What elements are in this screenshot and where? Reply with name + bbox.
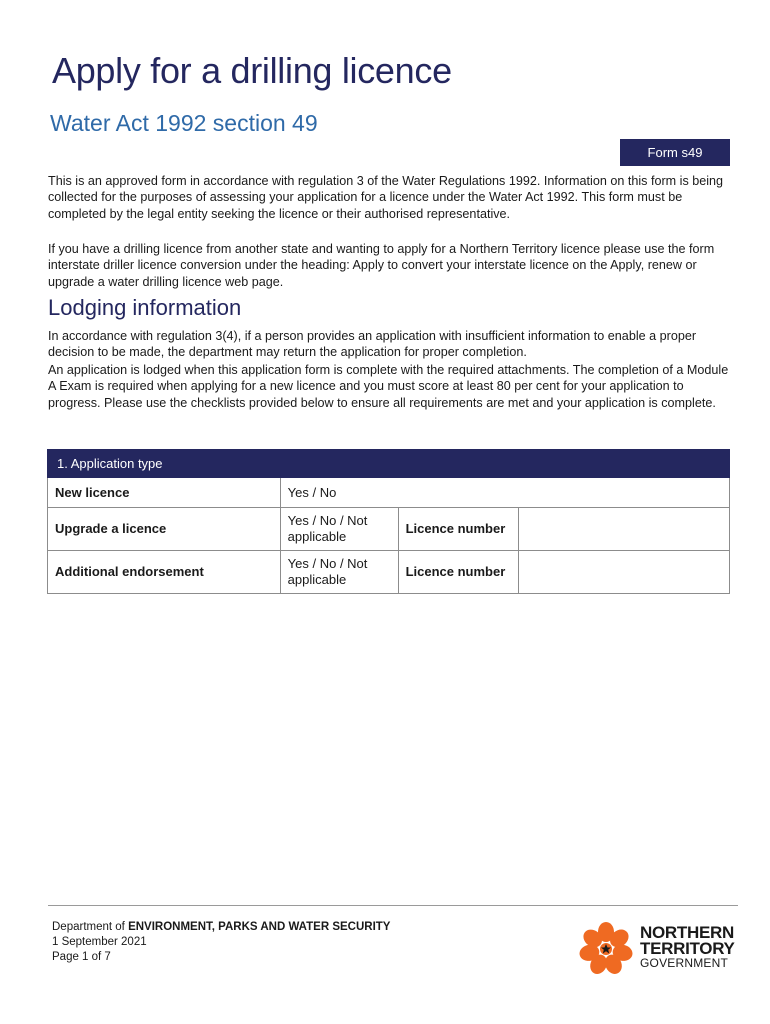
footer-department	[52, 920, 390, 935]
page-title: Apply for a drilling licence	[52, 50, 452, 91]
application-type-table	[47, 449, 730, 594]
table-heading: 1. Application type	[48, 450, 730, 478]
footer-dept-prefix: Department of	[52, 921, 125, 933]
logo-line-3: GOVERNMENT	[640, 956, 729, 970]
footer-date: 1 September 2021	[52, 936, 147, 948]
row-label-additional-endorsement: Additional endorsement	[48, 551, 281, 594]
form-number-badge: Form s49	[620, 139, 730, 166]
endorsement-licence-number-label: Licence number	[398, 551, 519, 594]
page-subtitle: Water Act 1992 section 49	[50, 110, 318, 136]
intro-paragraph-2: If you have a drilling licence from another state and wanting to apply for a Northern Territory licence please use the form interstate driller licence conversion under the heading: Apply to convert your interstate licence on the Apply, renew or upgrade a water drilling licence web page.	[48, 242, 715, 289]
footer-divider	[48, 905, 738, 906]
lodging-paragraph-1: In accordance with regulation 3(4), if a person provides an application with insufficient information to enable a proper decision to be made, the department may return the application for proper completion.	[48, 329, 697, 360]
footer	[52, 920, 390, 965]
new-licence-options[interactable]: Yes / No	[280, 478, 729, 508]
table-row	[48, 508, 730, 551]
upgrade-licence-number-label: Licence number	[398, 508, 519, 551]
footer-dept-name: ENVIRONMENT, PARKS AND WATER SECURITY	[128, 921, 391, 933]
additional-endorsement-options[interactable]: Yes / No / Not applicable	[280, 551, 398, 594]
intro-paragraph-1: This is an approved form in accordance with regulation 3 of the Water Regulations 1992. Information on this form is being collected for the purposes of assessing your application for a licence under the Water Act 1992. This form must be completed by the legal entity seeking the licence or their authorised representative.	[48, 174, 724, 221]
lodging-paragraph-2: An application is lodged when this application form is complete with the required attachments. The completion of a Module A Exam is required when applying for a new licence and you must score at least 80 per cent for your application to progress. Please use the checklists provided below to ensure all requirements are met and your application is complete.	[48, 363, 729, 410]
logo-wordmark	[640, 925, 735, 970]
table-row	[48, 478, 730, 508]
lodging-heading: Lodging information	[48, 295, 242, 320]
logo-line-1: NORTHERN	[640, 923, 734, 942]
upgrade-licence-number-field[interactable]	[519, 508, 730, 551]
logo-line-2: TERRITORY	[640, 939, 735, 958]
table-row	[48, 551, 730, 594]
upgrade-licence-options[interactable]: Yes / No / Not applicable	[280, 508, 398, 551]
footer-page-number: Page 1 of 7	[52, 951, 111, 963]
row-label-upgrade-licence: Upgrade a licence	[48, 508, 281, 551]
endorsement-licence-number-field[interactable]	[519, 551, 730, 594]
row-label-new-licence: New licence	[48, 478, 281, 508]
